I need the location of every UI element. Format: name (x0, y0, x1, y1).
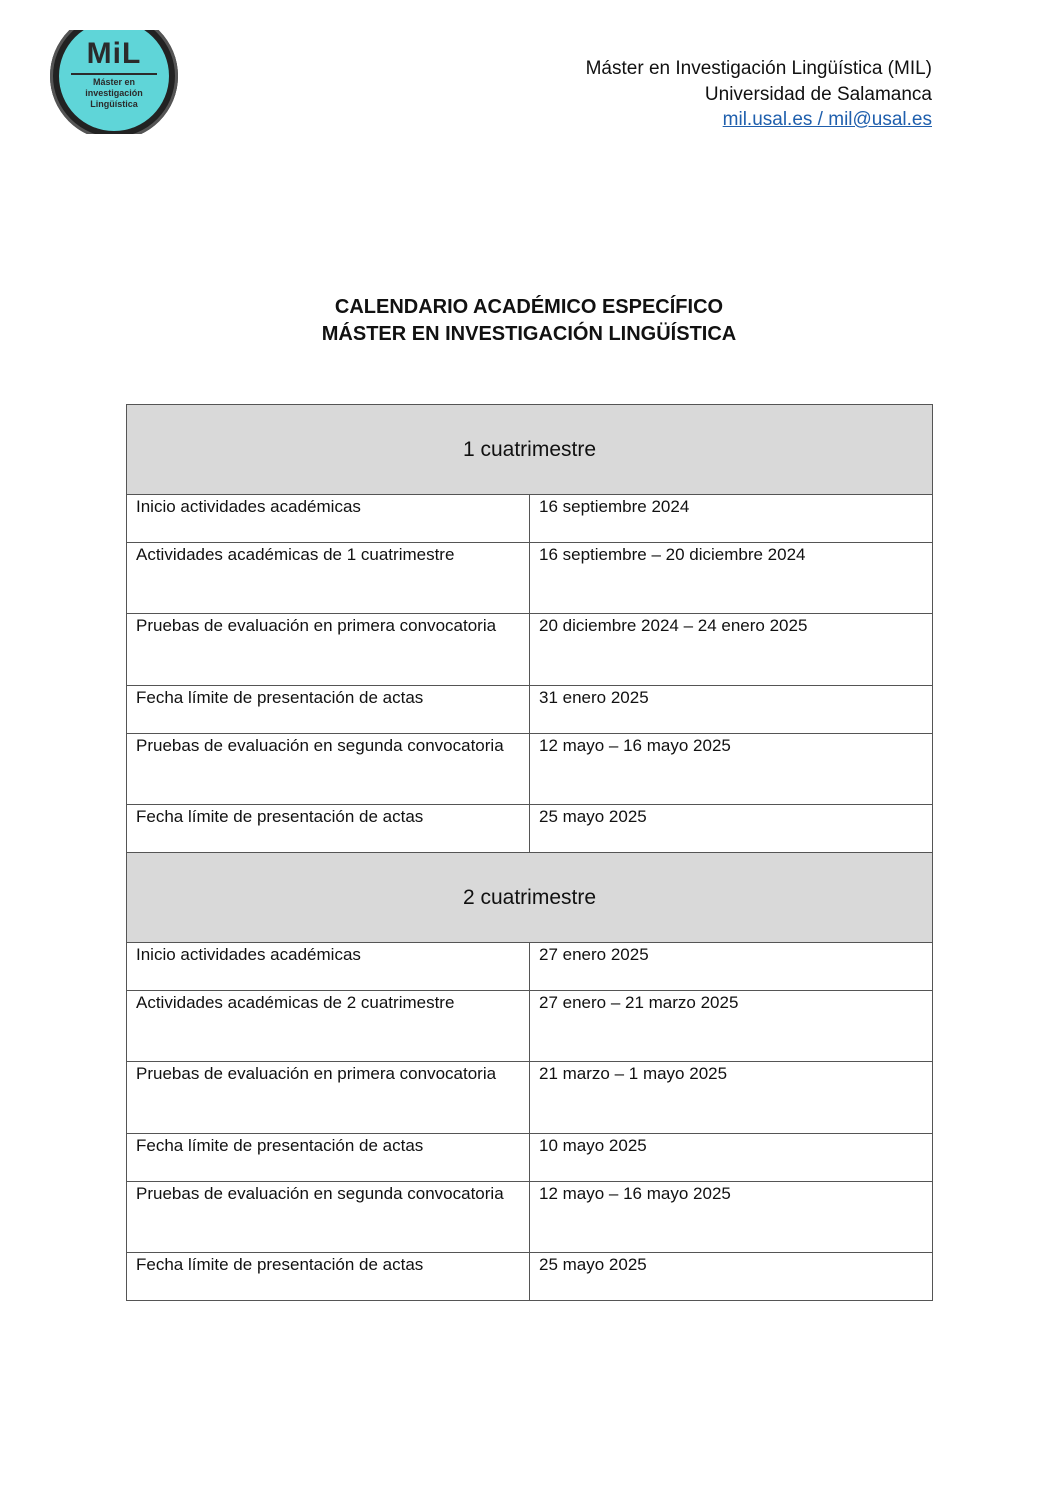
row-value: 16 septiembre – 20 diciembre 2024 (530, 543, 933, 614)
logo-subtitle-line: investigación (85, 88, 143, 98)
section-heading: 1 cuatrimestre (127, 405, 933, 495)
program-name: Máster en Investigación Lingüística (MIL) (585, 58, 932, 79)
row-value: 25 mayo 2025 (530, 805, 933, 853)
row-value: 31 enero 2025 (530, 686, 933, 734)
logo-disc (59, 30, 169, 131)
row-value: 10 mayo 2025 (530, 1134, 933, 1182)
table-row (127, 805, 933, 853)
table-row (127, 943, 933, 991)
row-label: Inicio actividades académicas (127, 943, 530, 991)
row-label: Actividades académicas de 2 cuatrimestre (127, 991, 530, 1062)
mil-logo (50, 30, 180, 134)
row-value: 12 mayo – 16 mayo 2025 (530, 734, 933, 805)
row-label: Fecha límite de presentación de actas (127, 1134, 530, 1182)
logo-subtitle-line: Máster en (92, 77, 136, 87)
page-title (0, 294, 1058, 348)
row-label: Pruebas de evaluación en segunda convocatoria (127, 734, 530, 805)
row-value: 20 diciembre 2024 – 24 enero 2025 (530, 614, 933, 686)
row-label: Pruebas de evaluación en primera convocatoria (127, 1062, 530, 1134)
row-label: Actividades académicas de 1 cuatrimestre (127, 543, 530, 614)
logo-mark: MiL (86, 37, 142, 70)
table-row (127, 495, 933, 543)
title-line-2: MÁSTER EN INVESTIGACIÓN LINGÜÍSTICA (321, 323, 737, 345)
logo-subtitle-line: Lingüística (90, 99, 138, 109)
table-row (127, 734, 933, 805)
row-value: 16 septiembre 2024 (530, 495, 933, 543)
row-label: Pruebas de evaluación en primera convocatoria (127, 614, 530, 686)
table-row (127, 1182, 933, 1253)
section-header-row (127, 853, 933, 943)
row-value: 25 mayo 2025 (530, 1253, 933, 1301)
table-row (127, 614, 933, 686)
row-label: Fecha límite de presentación de actas (127, 1253, 530, 1301)
title-line-1: CALENDARIO ACADÉMICO ESPECÍFICO (334, 296, 724, 318)
table-row (127, 991, 933, 1062)
section-heading: 2 cuatrimestre (127, 853, 933, 943)
row-value: 21 marzo – 1 mayo 2025 (530, 1062, 933, 1134)
university-name: Universidad de Salamanca (704, 83, 932, 105)
header-contact (586, 56, 932, 133)
logo-ring (50, 30, 178, 134)
row-label: Inicio actividades académicas (127, 495, 530, 543)
row-label: Fecha límite de presentación de actas (127, 686, 530, 734)
table-row (127, 1134, 933, 1182)
row-value: 27 enero 2025 (530, 943, 933, 991)
calendar-table (126, 404, 933, 1301)
row-label: Pruebas de evaluación en segunda convocatoria (127, 1182, 530, 1253)
section-header-row (127, 405, 933, 495)
row-label: Fecha límite de presentación de actas (127, 805, 530, 853)
table-row (127, 686, 933, 734)
table-row (127, 1253, 933, 1301)
logo-subtitle (59, 77, 169, 110)
contact-link[interactable]: mil.usal.es / mil@usal.es (722, 109, 932, 130)
logo-divider (71, 73, 157, 75)
table-row (127, 543, 933, 614)
row-value: 27 enero – 21 marzo 2025 (530, 991, 933, 1062)
table-row (127, 1062, 933, 1134)
row-value: 12 mayo – 16 mayo 2025 (530, 1182, 933, 1253)
